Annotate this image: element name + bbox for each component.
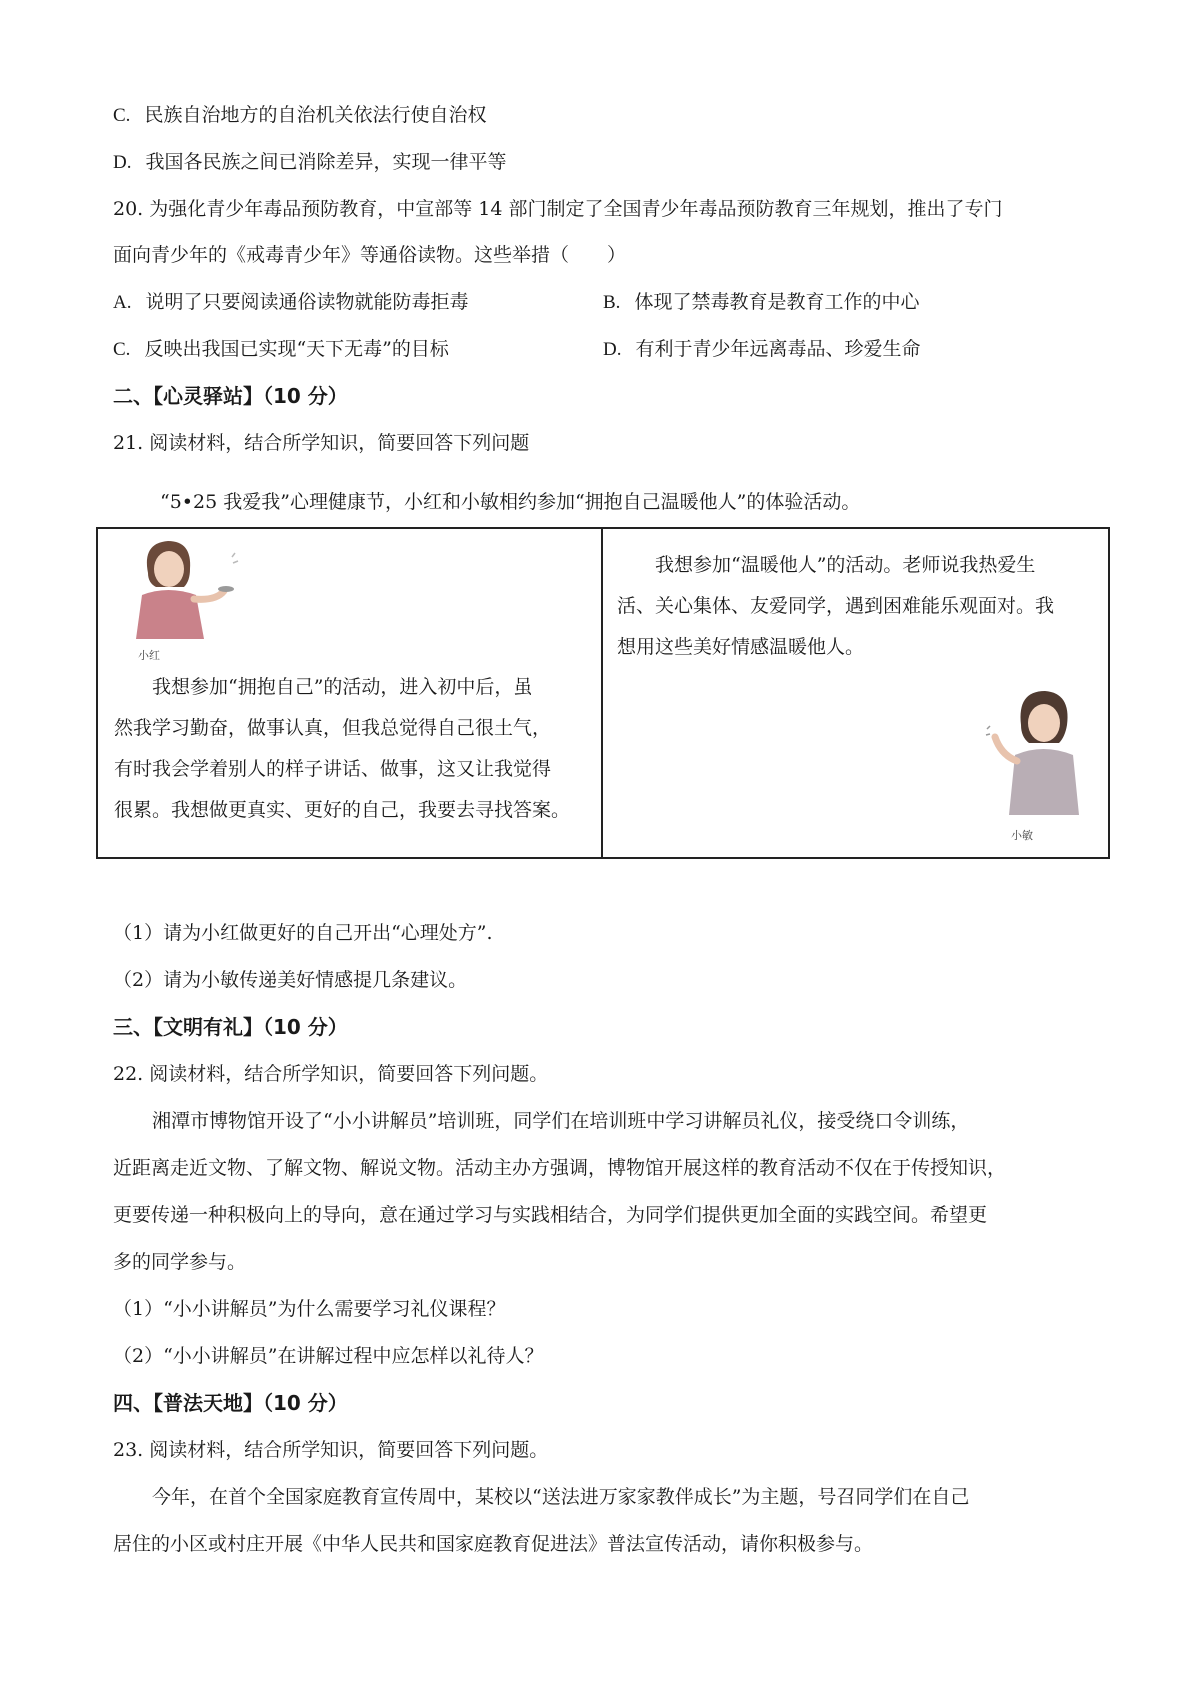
q23-para-line: 居住的小区或村庄开展《中华人民共和国家庭教育促进法》普法宣传活动，请你积极参与。 [113,1533,874,1555]
text-line: 然我学习勤奋，做事认真，但我总觉得自己很土气， [114,717,552,739]
q22-para-line: 湘潭市博物馆开设了“小小讲解员”培训班，同学们在培训班中学习讲解员礼仪，接受绕口令训练， [152,1110,970,1132]
right-cell [602,528,1109,858]
q19-option-d [113,150,507,175]
text-line: 想用这些美好情感温暖他人。 [617,636,865,658]
text-line: 很累。我想做更真实、更好的自己，我要去寻找答案。 [114,799,571,821]
q20-option-d [603,337,921,362]
q22-para-line: 更要传递一种积极向上的导向，意在通过学习与实践相结合，为同学们提供更加全面的实践空间。希望更 [113,1204,988,1226]
option-text: 反映出我国已实现“天下无毒”的目标 [144,338,449,360]
q21-stem: 21. 阅读材料，结合所学知识，简要回答下列问题 [113,432,530,454]
option-text: 体现了禁毒教育是教育工作的中心 [634,291,920,313]
option-label: C. [113,105,131,126]
girl-xiaomin-illustration [981,685,1091,821]
caption-xiaohong: 小红 [138,649,160,662]
caption-xiaomin: 小敏 [1011,829,1033,842]
section-2-heading: 二、【心灵驿站】（10 分） [113,384,348,408]
text-line: 我想参加“拥抱自己”的活动，进入初中后，虽 [152,676,533,698]
q19-option-c [113,103,486,128]
option-label: D. [603,339,622,360]
xiaohong-text [114,667,570,831]
girl-xiaohong-illustration [120,535,240,643]
option-text: 有利于青少年远离毒品、珍爱生命 [635,338,921,360]
material-panel [96,527,1110,859]
text-line: 活、关心集体、友爱同学，遇到困难能乐观面对。我 [617,595,1055,617]
q22-para-line: 多的同学参与。 [113,1251,247,1273]
option-text: 民族自治地方的自治机关依法行使自治权 [144,104,487,126]
option-text: 说明了只要阅读通俗读物就能防毒拒毒 [145,291,469,313]
q20-option-c [113,337,449,362]
section-3-heading: 三、【文明有礼】（10 分） [113,1015,348,1039]
q20-option-b [603,290,919,315]
q22-sub2: （2）“小小讲解员”在讲解过程中应怎样以礼待人？ [113,1345,544,1367]
section-4-heading: 四、【普法天地】（10 分） [113,1391,348,1415]
left-cell [97,528,602,858]
q22-stem: 22. 阅读材料，结合所学知识，简要回答下列问题。 [113,1063,549,1085]
option-label: A. [113,292,132,313]
q23-para-line: 今年，在首个全国家庭教育宣传周中，某校以“送法进万家家教伴成长”为主题，号召同学们在自己 [152,1486,970,1508]
q22-para-line: 近距离走近文物、了解文物、解说文物。活动主办方强调，博物馆开展这样的教育活动不仅在于传授知识， [113,1157,1007,1179]
q20-stem-line2: 面向青少年的《戒毒青少年》等通俗读物。这些举措（ ） [113,244,627,266]
option-label: D. [113,152,132,173]
q20-option-a [113,290,469,315]
q22-sub1: （1）“小小讲解员”为什么需要学习礼仪课程？ [113,1298,506,1320]
q21-sub2: （2）请为小敏传递美好情感提几条建议。 [113,969,468,991]
text-line: 有时我会学着别人的样子讲话、做事，这又让我觉得 [114,758,552,780]
xiaomin-text [617,545,1054,668]
option-text: 我国各民族之间已消除差异，实现一律平等 [145,151,507,173]
q20-stem-line1: 20. 为强化青少年毒品预防教育，中宣部等 14 部门制定了全国青少年毒品预防教育三年规划，推出了专门 [113,198,1003,220]
option-label: C. [113,339,131,360]
option-label: B. [603,292,621,313]
q23-stem: 23. 阅读材料，结合所学知识，简要回答下列问题。 [113,1439,549,1461]
text-line: 我想参加“温暖他人”的活动。老师说我热爱生 [655,554,1036,576]
q21-sub1: （1）请为小红做更好的自己开出“心理处方”. [113,922,493,944]
q21-intro: “5•25 我爱我”心理健康节，小红和小敏相约参加“拥抱自己温暖他人”的体验活动。 [160,491,861,513]
